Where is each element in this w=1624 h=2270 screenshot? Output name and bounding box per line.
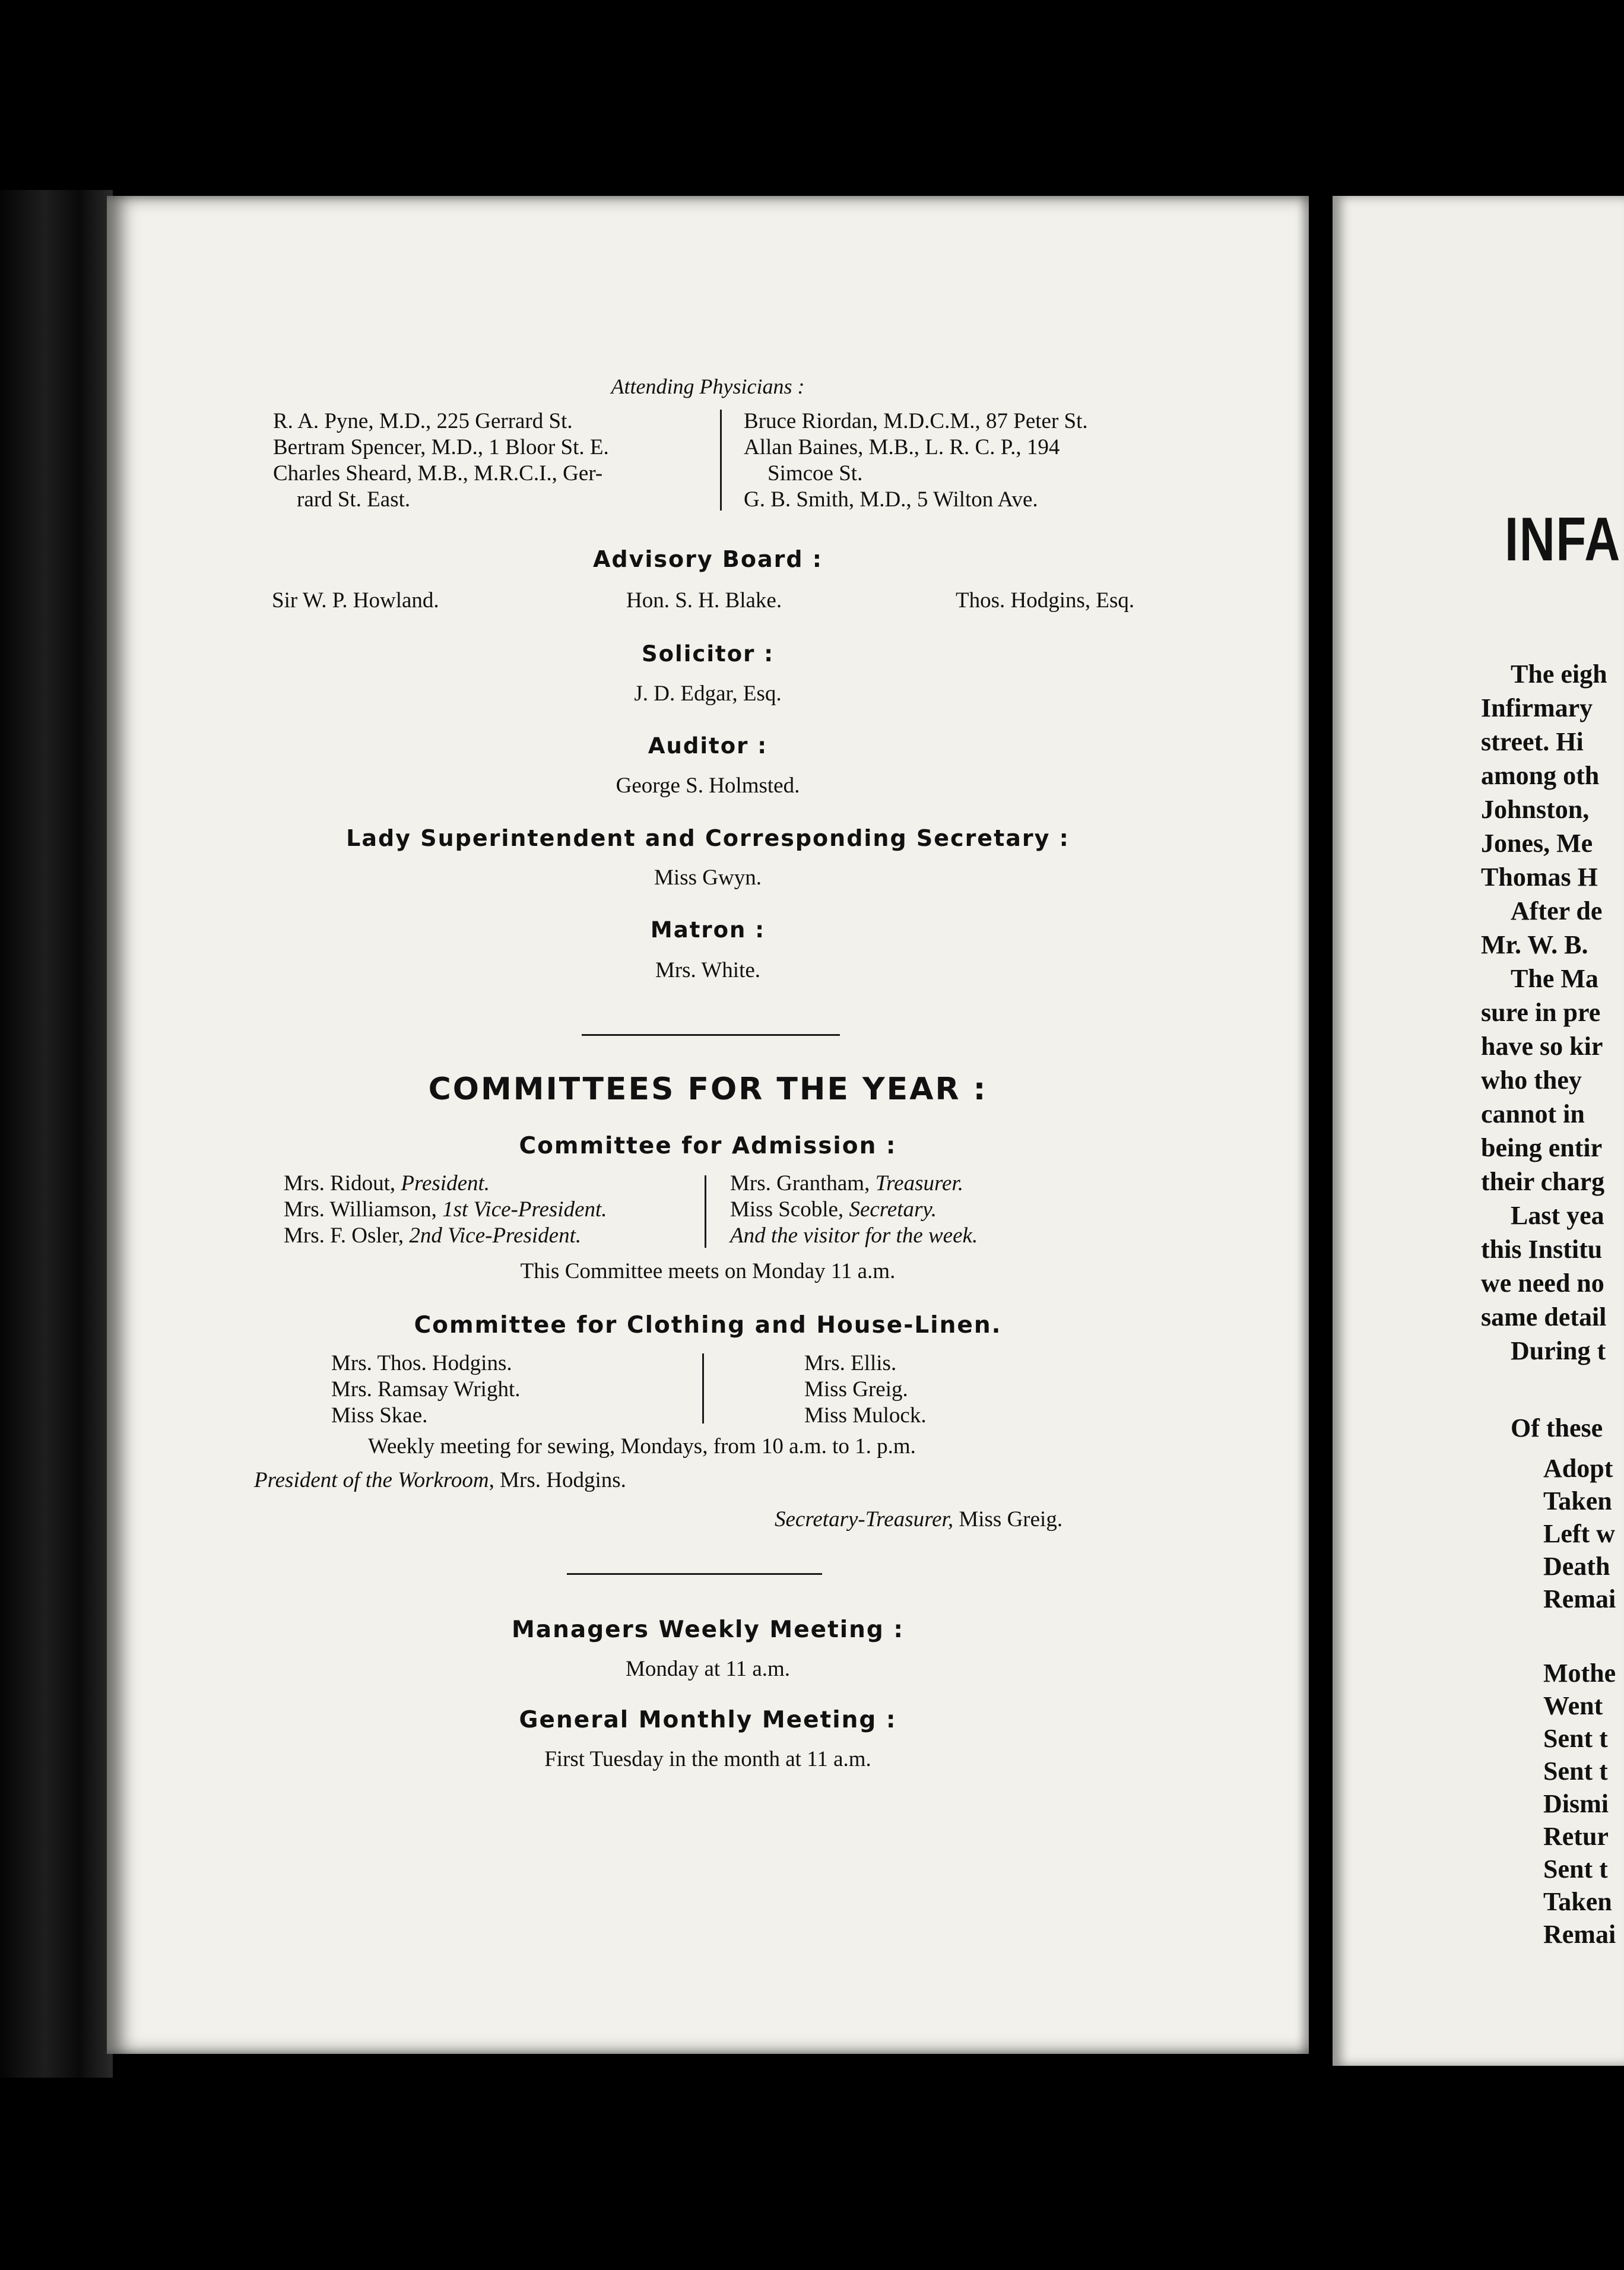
sewing-meeting-note: Weekly meeting for sewing, Mondays, from 10 a.m. to 1. p.m.	[368, 1434, 916, 1459]
physicians-left-column	[273, 408, 609, 513]
physicians-heading: Attending Physicians :	[611, 375, 805, 398]
admission-committee-heading: Committee for Admission :	[519, 1133, 897, 1159]
facing-text-line: Remai	[1543, 1920, 1616, 1949]
lady-superintendent-heading: Lady Superintendent and Corresponding Secretary :	[346, 825, 1070, 851]
facing-text-line: Remai	[1543, 1584, 1616, 1613]
physician-entry: R. A. Pyne, M.D., 225 Gerrard St.	[273, 409, 573, 433]
facing-page	[1333, 196, 1624, 2066]
facing-text-line: The Ma	[1511, 964, 1598, 993]
physician-entry: Allan Baines, M.B., L. R. C. P., 194	[744, 435, 1060, 459]
general-meeting-time: First Tuesday in the month at 11 a.m.	[544, 1747, 871, 1771]
advisory-member: Thos. Hodgins, Esq.	[956, 588, 1135, 613]
clothing-right-column	[804, 1350, 927, 1429]
facing-text-line: sure in pre	[1481, 998, 1601, 1027]
facing-text-line: Left w	[1543, 1519, 1615, 1548]
committee-member: Miss Mulock.	[804, 1403, 927, 1428]
advisory-member: Hon. S. H. Blake.	[626, 588, 782, 613]
facing-text-line: being entir	[1481, 1133, 1603, 1162]
committee-member: Mrs. Ellis.	[804, 1351, 897, 1375]
section-rule	[567, 1573, 822, 1575]
column-divider	[720, 410, 722, 511]
matron-name: Mrs. White.	[655, 958, 761, 982]
committee-member: And the visitor for the week.	[730, 1223, 978, 1248]
solicitor-name: J. D. Edgar, Esq.	[634, 681, 782, 706]
facing-text-line: we need no	[1481, 1269, 1604, 1298]
committee-member: Mrs. Ridout, President.	[284, 1171, 490, 1196]
committee-member: Mrs. Williamson, 1st Vice-President.	[284, 1197, 607, 1222]
facing-text-line: During t	[1511, 1336, 1606, 1365]
facing-text-line: cannot in	[1481, 1099, 1585, 1128]
lady-superintendent-name: Miss Gwyn.	[654, 865, 762, 890]
physician-entry: Simcoe St.	[767, 461, 863, 486]
advisory-board-heading: Advisory Board :	[593, 546, 823, 572]
advisory-member: Sir W. P. Howland.	[272, 588, 439, 613]
managers-meeting-time: Monday at 11 a.m.	[625, 1657, 791, 1681]
facing-text-line: Sent t	[1543, 1854, 1608, 1884]
committees-title: COMMITTEES FOR THE YEAR :	[428, 1071, 988, 1107]
physicians-right-column	[744, 408, 1088, 513]
committee-member: Mrs. Grantham, Treasurer.	[730, 1171, 963, 1196]
facing-text-line: Sent t	[1543, 1757, 1608, 1786]
facing-text-line: Went	[1543, 1691, 1603, 1720]
auditor-name: George S. Holmsted.	[616, 773, 800, 798]
column-divider	[705, 1175, 706, 1248]
facing-text-line: who they	[1481, 1066, 1582, 1095]
facing-text-line: Sent t	[1543, 1724, 1608, 1753]
matron-heading: Matron :	[650, 917, 766, 943]
facing-text-line: street. Hi	[1481, 727, 1584, 756]
physician-entry: Bertram Spencer, M.D., 1 Bloor St. E.	[273, 435, 609, 459]
facing-text-line: Thomas H	[1481, 863, 1598, 892]
facing-text-line: The eigh	[1511, 660, 1607, 689]
clothing-left-column	[331, 1350, 520, 1429]
solicitor-heading: Solicitor :	[641, 641, 775, 667]
facing-text-line: Adopt	[1543, 1454, 1613, 1483]
admission-right-column	[730, 1171, 978, 1249]
facing-text-line: Johnston,	[1481, 795, 1590, 824]
committee-member: Miss Greig.	[804, 1377, 908, 1402]
physician-entry: G. B. Smith, M.D., 5 Wilton Ave.	[744, 487, 1038, 512]
facing-text-line: Dismi	[1543, 1789, 1609, 1818]
general-meeting-heading: General Monthly Meeting :	[519, 1707, 897, 1733]
facing-text-line: Mr. W. B.	[1481, 930, 1588, 959]
physician-entry: Charles Sheard, M.B., M.R.C.I., Ger-	[273, 461, 603, 486]
committee-member: Miss Skae.	[331, 1403, 428, 1428]
facing-text-line: Last yea	[1511, 1201, 1604, 1230]
facing-text-line: Taken	[1543, 1887, 1612, 1916]
facing-page-title: INFA	[1505, 505, 1621, 574]
column-divider	[702, 1353, 704, 1423]
facing-text-line: Mothe	[1543, 1659, 1616, 1688]
facing-text-line: their charg	[1481, 1167, 1605, 1196]
committee-member: Mrs. Thos. Hodgins.	[331, 1351, 512, 1375]
physician-entry: rard St. East.	[297, 487, 411, 512]
facing-text-line: Infirmary	[1481, 693, 1593, 722]
admission-meeting-note: This Committee meets on Monday 11 a.m.	[520, 1259, 896, 1283]
committee-member: Mrs. F. Osler, 2nd Vice-President.	[284, 1223, 582, 1248]
facing-text-line: Retur	[1543, 1822, 1609, 1851]
facing-text-line: among oth	[1481, 761, 1600, 790]
book-spine-shadow	[0, 190, 113, 2078]
admission-left-column	[284, 1171, 607, 1249]
secretary-treasurer: Secretary-Treasurer, Miss Greig.	[775, 1507, 1063, 1532]
workroom-president: President of the Workroom, Mrs. Hodgins.	[254, 1468, 626, 1492]
committee-member: Mrs. Ramsay Wright.	[331, 1377, 521, 1402]
facing-text-line: have so kir	[1481, 1032, 1603, 1061]
facing-text-line: Taken	[1543, 1486, 1612, 1516]
managers-meeting-heading: Managers Weekly Meeting :	[511, 1616, 904, 1643]
facing-text-line: same detail	[1481, 1302, 1607, 1331]
auditor-heading: Auditor :	[648, 733, 768, 759]
page-gutter	[1309, 196, 1333, 2072]
left-page	[107, 196, 1309, 2054]
clothing-committee-heading: Committee for Clothing and House-Linen.	[414, 1312, 1002, 1339]
facing-text-line: this Institu	[1481, 1235, 1603, 1264]
facing-text-line: Death	[1543, 1552, 1610, 1581]
section-rule	[582, 1034, 840, 1036]
facing-text-line: Of these	[1511, 1413, 1603, 1442]
facing-text-line: Jones, Me	[1481, 829, 1593, 858]
committee-member: Miss Scoble, Secretary.	[730, 1197, 937, 1222]
facing-text-line: After de	[1511, 896, 1603, 925]
physician-entry: Bruce Riordan, M.D.C.M., 87 Peter St.	[744, 409, 1088, 433]
